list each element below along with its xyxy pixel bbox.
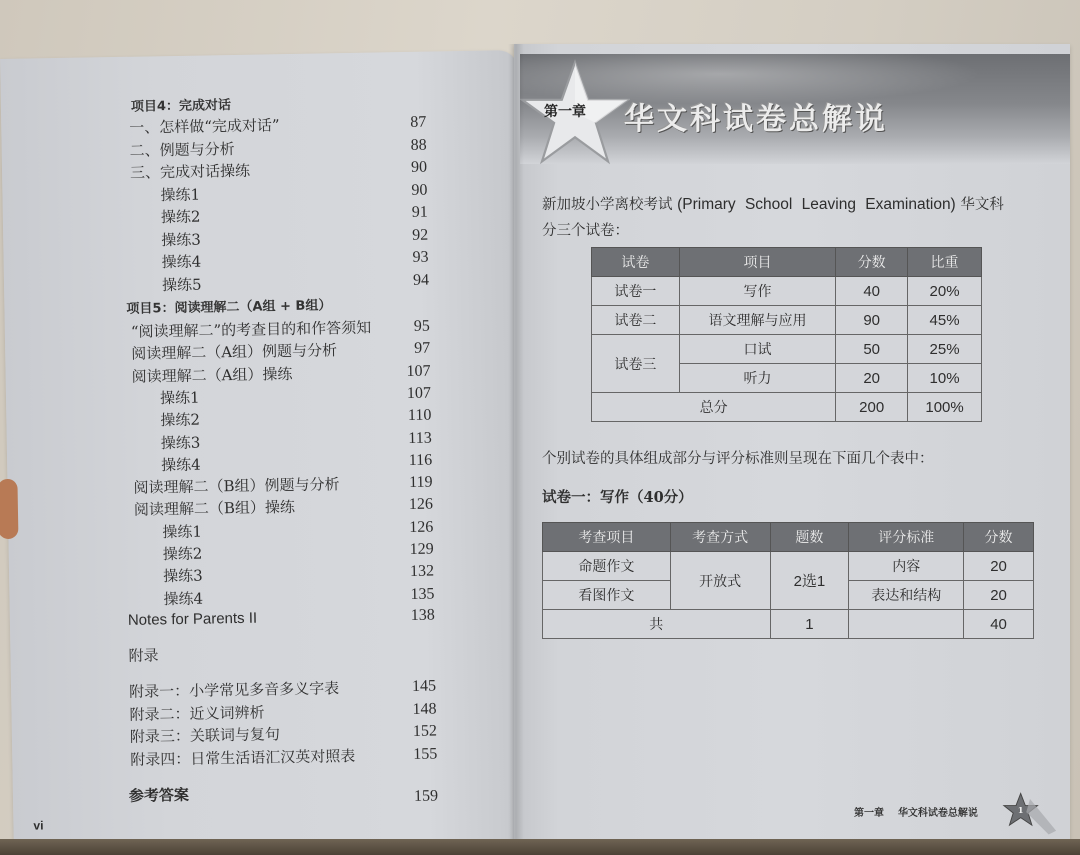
toc-entry[interactable]: 操练4 93 bbox=[161, 248, 429, 272]
toc-entry[interactable]: 阅读理解二（A组）例题与分析 97 bbox=[131, 339, 431, 364]
toc-entry[interactable]: 操练4 116 bbox=[161, 451, 433, 475]
toc-entry[interactable]: 阅读理解二（B组）例题与分析 119 bbox=[133, 473, 433, 497]
toc-entry[interactable]: 阅读理解二（B组）操练 126 bbox=[133, 495, 434, 520]
table-header-row: 考查项目 考查方式 题数 评分标准 分数 bbox=[543, 523, 1034, 552]
toc-section-title: 项目4：完成对话 bbox=[130, 98, 232, 115]
left-page bbox=[0, 50, 532, 854]
table-row: 试卷二 语文理解与应用 90 45% bbox=[592, 306, 982, 335]
toc-entry[interactable]: 阅读理解二（A组）操练 107 bbox=[131, 362, 431, 386]
toc-entry[interactable]: 操练1 107 bbox=[159, 384, 432, 408]
table-row: 试卷一 写作 40 20% bbox=[592, 277, 982, 306]
toc-entry[interactable]: 附录三：关联词与复句 152 bbox=[129, 722, 438, 746]
toc-entry[interactable]: 操练4 135 bbox=[163, 585, 435, 608]
toc-entry[interactable]: 三、完成对话操练 90 bbox=[129, 158, 428, 182]
toc-entry[interactable]: 附录二：近义词辨析 148 bbox=[129, 700, 437, 724]
chapter-banner bbox=[520, 54, 1070, 164]
toc-entry[interactable]: “阅读理解二”的考查目的和作答须知 95 bbox=[130, 317, 430, 341]
toc-entry[interactable]: 操练3 92 bbox=[161, 226, 429, 249]
star-icon bbox=[1002, 788, 1058, 838]
toc-entry[interactable]: 操练3 132 bbox=[162, 562, 435, 586]
toc-entry[interactable]: 操练3 113 bbox=[160, 429, 432, 452]
toc-entry[interactable]: 一、怎样做“完成对话” 87 bbox=[129, 113, 427, 137]
toc-section-title: 项目5：阅读理解二（A组 + B组） bbox=[126, 298, 332, 317]
intro-paragraph: 新加坡小学离校考试 (Primary School Leaving Examination) 华文科 分三个试卷： bbox=[542, 196, 1004, 239]
writing-paper-table bbox=[542, 522, 1034, 639]
toc-entry[interactable]: 附录四：日常生活语汇汉英对照表 155 bbox=[130, 745, 438, 769]
toc-entry[interactable]: 操练2 91 bbox=[160, 203, 428, 227]
table-total-row: 总分 200 100% bbox=[592, 393, 982, 422]
toc-entry[interactable]: 操练1 90 bbox=[160, 181, 428, 204]
toc-entry[interactable]: 操练1 126 bbox=[162, 518, 434, 541]
table-surface bbox=[0, 839, 1080, 855]
table-row: 试卷三 口试 50 25% bbox=[592, 335, 982, 364]
toc-entry[interactable]: 二、例题与分析 88 bbox=[129, 136, 427, 160]
chapter-title: 华文科试卷总解说 bbox=[624, 102, 888, 137]
toc-entry-notes-for-parents[interactable]: Notes for Parents II 138 bbox=[127, 606, 435, 629]
page-number: vi bbox=[33, 818, 44, 833]
table-header-row: 试卷 项目 分数 比重 bbox=[592, 248, 982, 277]
toc-entry[interactable]: 操练2 110 bbox=[160, 406, 432, 430]
toc-entry[interactable]: 操练5 94 bbox=[161, 271, 430, 294]
table-row: 看图作文 表达和结构 20 bbox=[543, 581, 1034, 610]
table-of-contents bbox=[0, 50, 532, 854]
table-row: 命题作文 开放式 2选1 内容 20 bbox=[543, 552, 1034, 581]
running-footer: 第一章 华文科试卷总解说 bbox=[854, 808, 978, 819]
body-paragraph: 个别试卷的具体组成部分与评分标准则呈现在下面几个表中： bbox=[542, 451, 934, 467]
svg-text:1: 1 bbox=[1017, 805, 1024, 815]
appendix-heading: 附录 bbox=[128, 646, 159, 665]
toc-entry[interactable]: 附录一：小学常见多音多义字表 145 bbox=[128, 677, 437, 701]
table-row: 听力 20 10% bbox=[592, 364, 982, 393]
toc-entry[interactable]: 操练2 129 bbox=[162, 540, 434, 564]
exam-overview-table bbox=[591, 247, 982, 422]
table-total-row: 共 1 40 bbox=[543, 610, 1034, 639]
section-heading: 试卷一：写作（40分） bbox=[542, 489, 693, 506]
toc-entry-answers[interactable]: 参考答案 159 bbox=[128, 785, 439, 805]
right-page bbox=[514, 44, 1070, 844]
chapter-badge: 第一章 bbox=[544, 104, 586, 120]
